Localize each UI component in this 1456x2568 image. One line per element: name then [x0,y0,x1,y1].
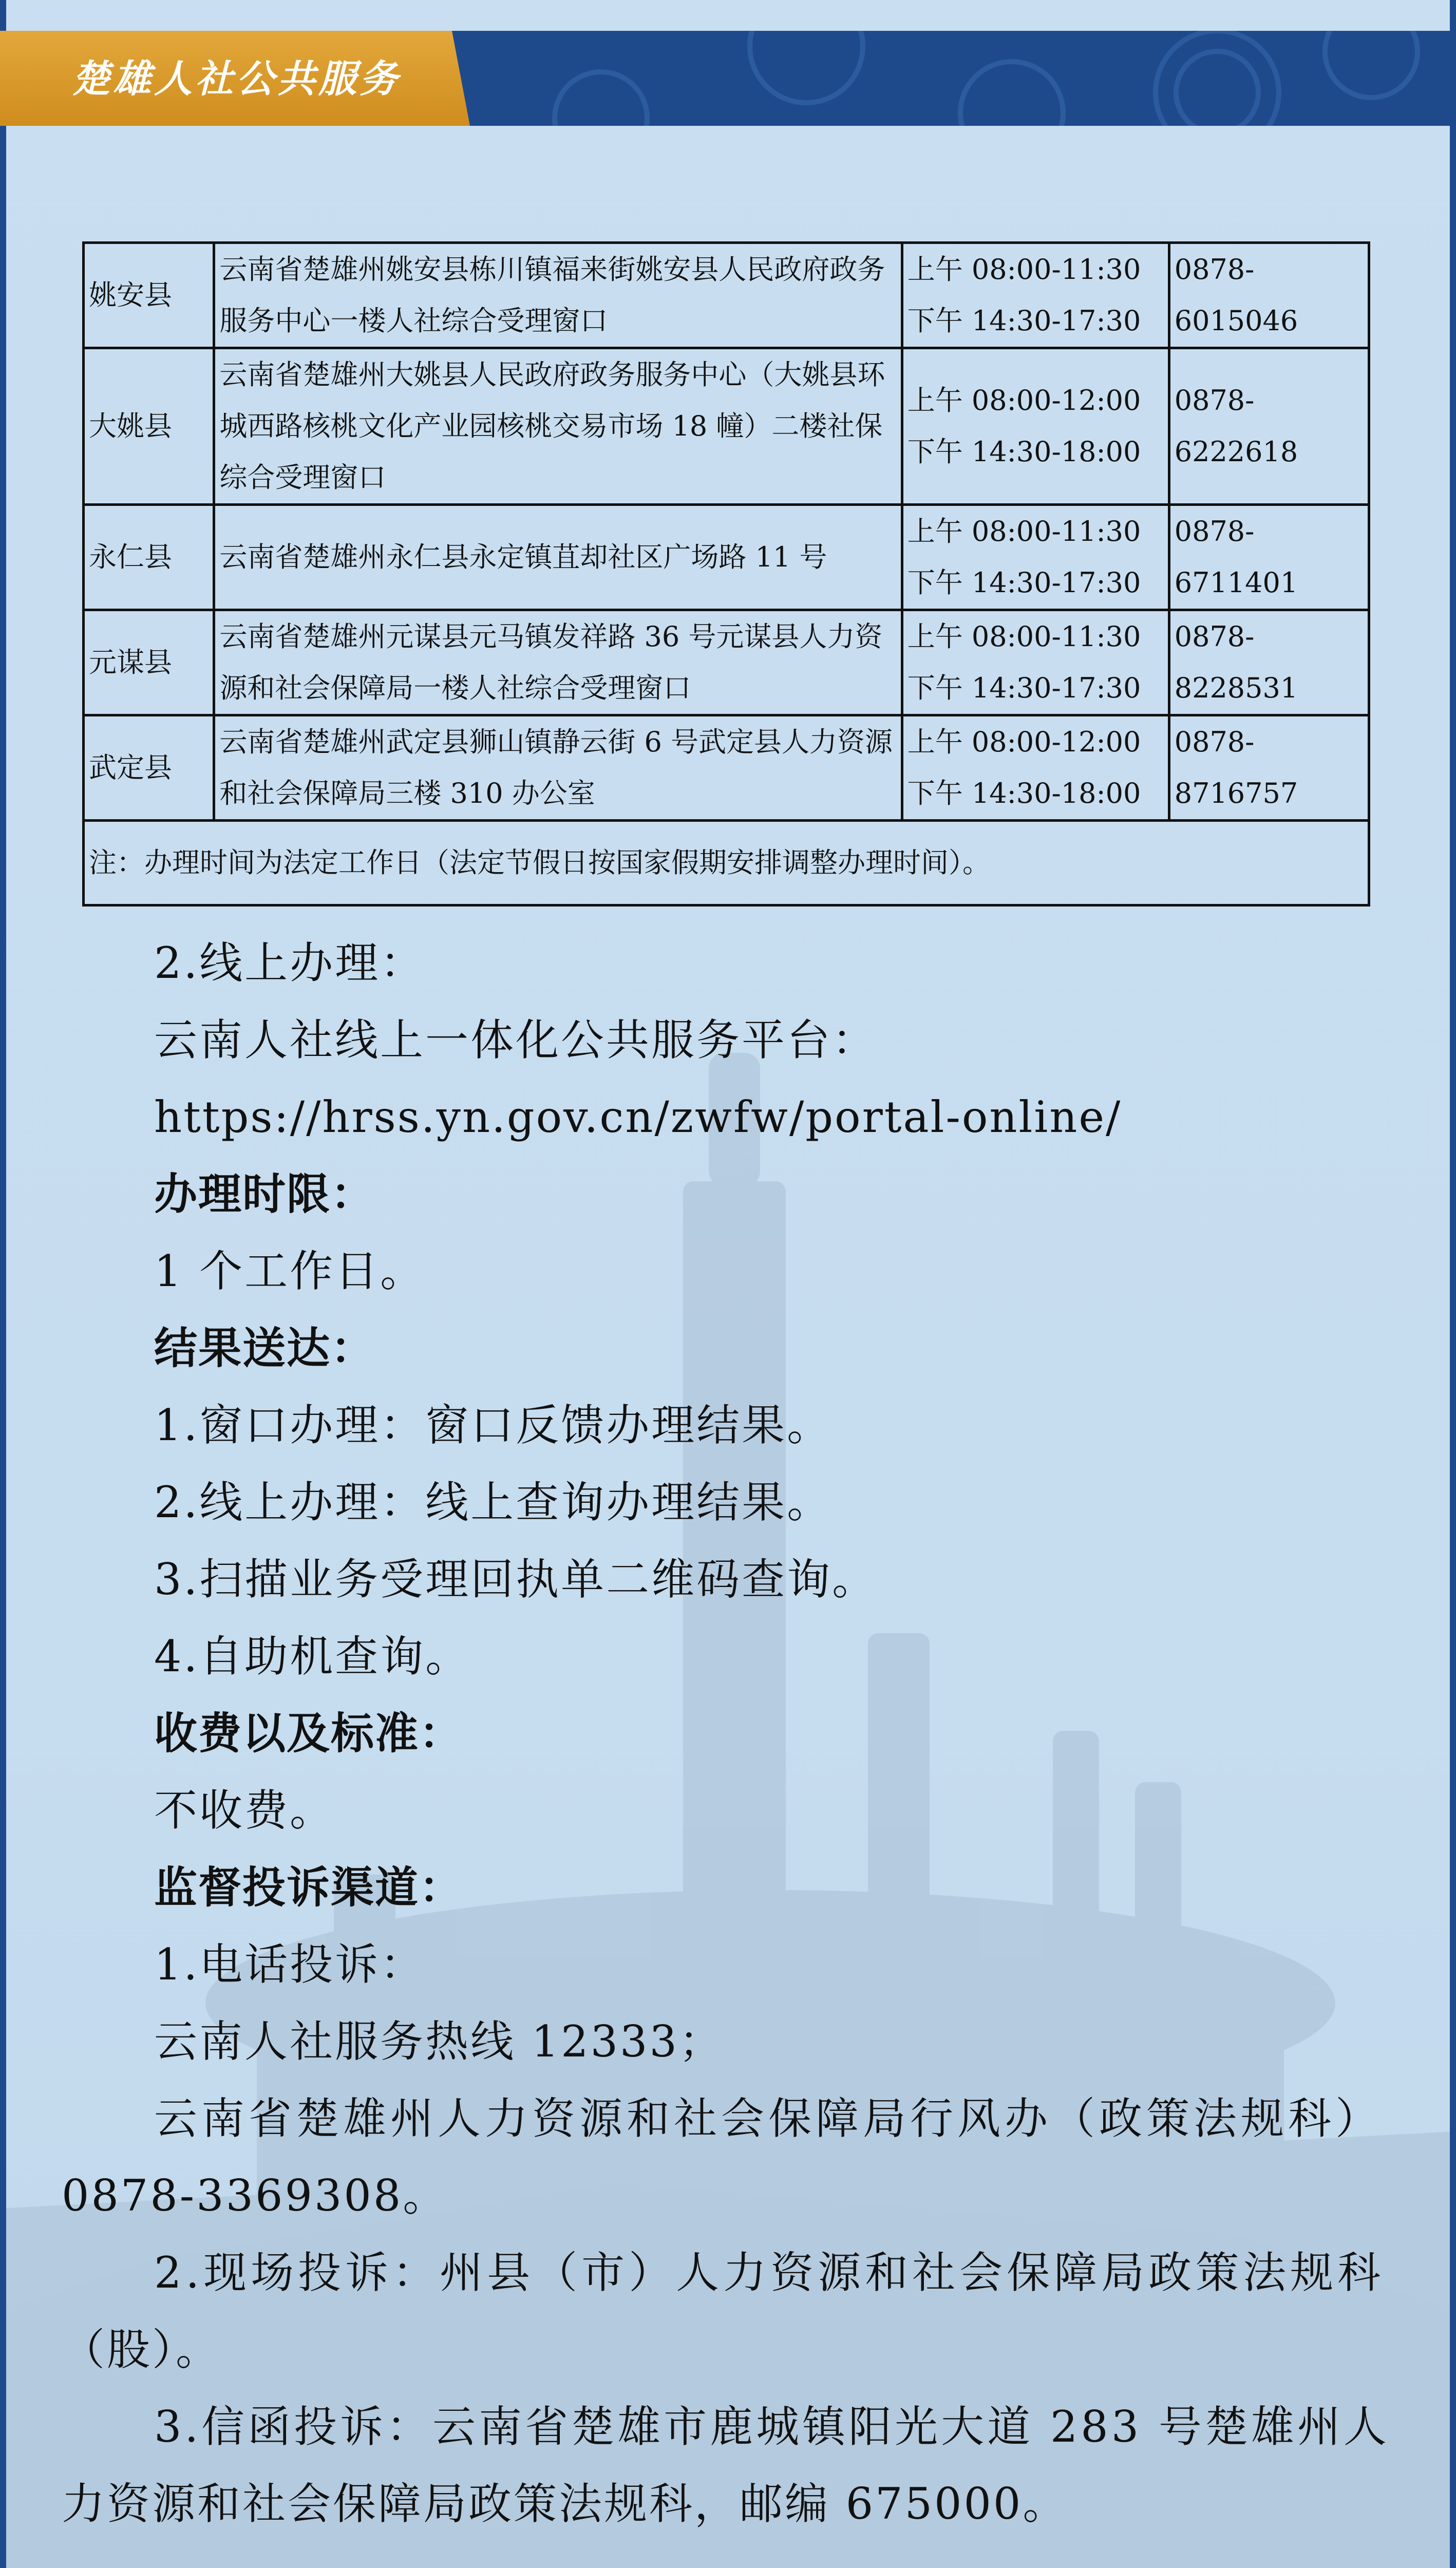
county-cell: 武定县 [84,715,214,821]
phone-cell: 0878-6222618 [1169,348,1369,505]
hours-cell [902,715,1169,821]
result-item: 1.窗口办理：窗口反馈办理结果。 [154,1400,833,1450]
phone-cell: 0878-6015046 [1169,243,1369,348]
hours-cell [902,348,1169,505]
result-item: 4.自助机查询。 [154,1631,471,1682]
online-url-link[interactable]: https://hrss.yn.gov.cn/zwfw/portal-online/ [154,1092,1122,1142]
complaint-bureau-line: 云南省楚雄州人力资源和社会保障局行风办（政策法规科） [154,2093,1383,2144]
hours-cell [902,243,1169,348]
online-platform: 云南人社线上一体化公共服务平台： [154,1015,878,1065]
hours-cell [902,505,1169,610]
fee-heading: 收费以及标准： [154,1708,464,1759]
complaint-letter-line: 力资源和社会保障局政策法规科，邮编 675000。 [62,2479,1068,2529]
hours-morning: 上午 08:00-12:00 [907,384,1141,417]
fee-value: 不收费。 [154,1785,335,1836]
hours-morning: 上午 08:00-11:30 [907,253,1141,286]
complaint-heading: 监督投诉渠道： [154,1862,464,1913]
result-item: 2.线上办理：线上查询办理结果。 [154,1477,833,1527]
hours-afternoon: 下午 14:30-17:30 [907,305,1141,337]
left-frame-border [0,0,6,2568]
county-cell: 永仁县 [84,505,214,610]
complaint-onsite-line: （股）。 [62,2325,221,2375]
hours-afternoon: 下午 14:30-17:30 [907,672,1141,704]
complaint-hotline: 云南人社服务热线 12333； [154,2016,724,2067]
hours-morning: 上午 08:00-11:30 [907,515,1141,547]
header-blue-band [447,31,1456,126]
hours-afternoon: 下午 14:30-18:00 [907,436,1141,468]
county-cell: 姚安县 [84,243,214,348]
table-row [84,715,1369,821]
hours-afternoon: 下午 14:30-18:00 [907,777,1141,809]
complaint-bureau-phone: 0878-3369308。 [62,2170,448,2221]
result-heading: 结果送达： [154,1323,375,1373]
table-row [84,243,1369,348]
result-item: 3.扫描业务受理回执单二维码查询。 [154,1554,878,1604]
online-label: 2.线上办理： [154,938,426,988]
complaint-onsite-line: 2.现场投诉：州县（市）人力资源和社会保障局政策法规科 [154,2248,1385,2298]
complaint-letter-line: 3.信函投诉：云南省楚雄市鹿城镇阳光大道 283 号楚雄州人 [154,2402,1390,2452]
time-limit-value: 1 个工作日。 [154,1246,426,1296]
hours-morning: 上午 08:00-11:30 [907,620,1141,653]
right-frame-border [1450,0,1456,2568]
county-cell: 大姚县 [84,348,214,505]
time-limit-heading: 办理时限： [154,1169,375,1219]
address-cell: 云南省楚雄州姚安县栋川镇福来街姚安县人民政府政务服务中心一楼人社综合受理窗口 [214,243,902,348]
address-cell: 云南省楚雄州元谋县元马镇发祥路 36 号元谋县人力资源和社会保障局一楼人社综合受理窗口 [214,610,902,715]
phone-cell: 0878-6711401 [1169,505,1369,610]
hours-afternoon: 下午 14:30-17:30 [907,567,1141,599]
office-hours-table [82,241,1370,907]
table-row [84,505,1369,610]
address-cell: 云南省楚雄州永仁县永定镇苴却社区广场路 11 号 [214,505,902,610]
table-row [84,348,1369,505]
table-note-row [84,821,1369,905]
header-title: 楚雄人社公共服务 [72,57,401,101]
header-swirl-pattern [447,31,1456,126]
header-banner [0,0,1456,134]
county-cell: 元谋县 [84,610,214,715]
address-cell: 云南省楚雄州武定县狮山镇静云街 6 号武定县人力资源和社会保障局三楼 310 办公室 [214,715,902,821]
hours-morning: 上午 08:00-12:00 [907,726,1141,758]
table-note: 注：办理时间为法定工作日（法定节假日按国家假期安排调整办理时间）。 [84,821,1369,905]
address-cell: 云南省楚雄州大姚县人民政府政务服务中心（大姚县环城西路核桃文化产业园核桃交易市场 18 幢）二楼社保综合受理窗口 [214,348,902,505]
phone-cell: 0878-8228531 [1169,610,1369,715]
hours-cell [902,610,1169,715]
complaint-phone-label: 1.电话投诉： [154,1939,426,1990]
table-row [84,610,1369,715]
phone-cell: 0878-8716757 [1169,715,1369,821]
